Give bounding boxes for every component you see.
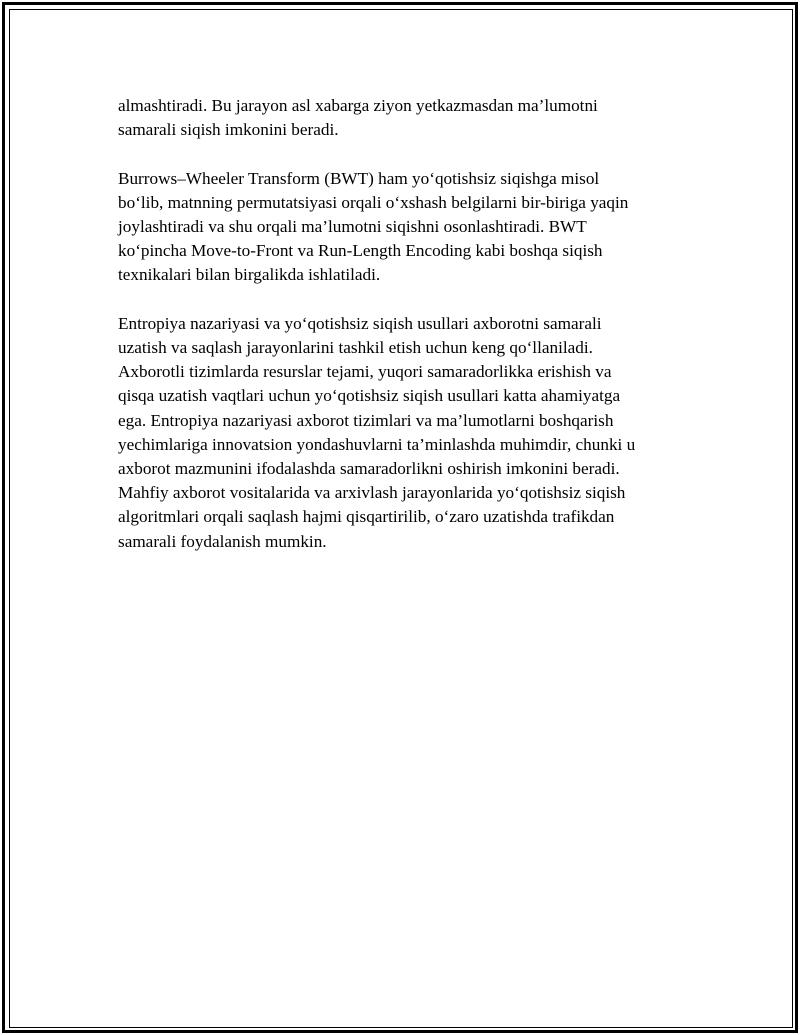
text-line: joylashtiradi va shu orqali ma’lumotni siqishni osonlashtiradi. BWT (118, 217, 587, 236)
text-line: texnikalari bilan birgalikda ishlatiladi. (118, 265, 381, 285)
text-line: yechimlariga innovatsion yondashuvlarni ta’minlashda muhimdir, chunki u (118, 434, 636, 454)
text-line: ega. Entropiya nazariyasi axborot tizimlari va ma’lumotlarni boshqarish (118, 410, 614, 430)
paragraph-bwt (118, 167, 678, 288)
text-line: Axborotli tizimlarda resurslar tejami, yuqori samaradorlikka erishish va (118, 362, 612, 382)
paragraph-compression-continuation (118, 94, 678, 142)
text-line: uzatish va saqlash jarayonlarini tashkil etish uchun keng qo‘llaniladi. (118, 338, 593, 357)
text-line: almashtiradi. Bu jarayon asl xabarga ziyon yetkazmasdan ma’lumotni (118, 96, 598, 115)
text-line: samarali siqish imkonini beradi. (118, 120, 339, 140)
text-line: ko‘pincha Move-to-Front va Run-Length Encoding kabi boshqa siqish (118, 241, 603, 261)
text-line: algoritmlari orqali saqlash hajmi qisqartirilib, o‘zaro uzatishda trafikdan (118, 507, 615, 527)
paragraph-entropy-applications (118, 312, 678, 554)
text-line: Entropiya nazariyasi va yo‘qotishsiz siqish usullari axborotni samarali (118, 313, 602, 333)
text-line: qisqa uzatish vaqtlari uchun yo‘qotishsiz siqish usullari katta ahamiyatga (118, 386, 621, 406)
text-line: samarali foydalanish mumkin. (118, 531, 327, 551)
text-line: bo‘lib, matnning permutatsiyasi orqali o‘xshash belgilarni bir-biriga yaqin (118, 192, 629, 212)
text-line: Mahfiy axborot vositalarida va arxivlash jarayonlarida yo‘qotishsiz siqish (118, 483, 626, 503)
text-line: axborot mazmunini ifodalashda samaradorlikni oshirish imkonini beradi. (118, 459, 620, 479)
text-line: Burrows–Wheeler Transform (BWT) ham yo‘qotishsiz siqishga misol (118, 168, 600, 188)
document-body (118, 94, 678, 578)
